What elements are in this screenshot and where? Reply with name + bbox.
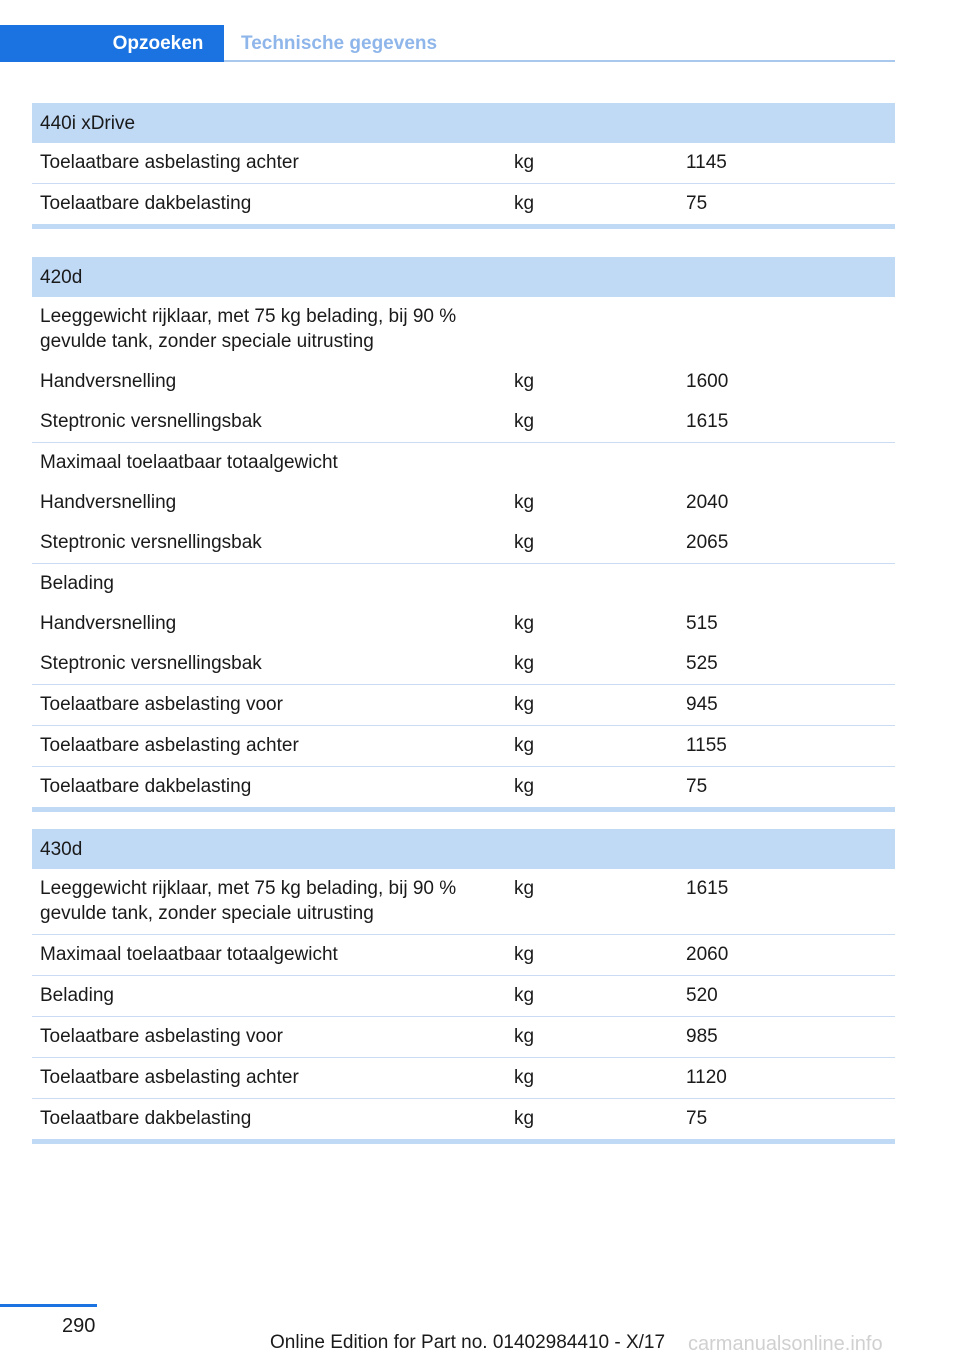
row-label: Leeggewicht rijklaar, met 75 kg belading, bij 90 % gevulde tank, zonder speciale uitrusting xyxy=(40,306,457,352)
row-unit: kg xyxy=(514,371,535,392)
row-label: Toelaatbare dakbelasting xyxy=(32,1099,506,1140)
row-label: Steptronic versnellingsbak xyxy=(40,653,262,674)
row-label: Toelaatbare asbelasting voor xyxy=(32,1017,506,1058)
table-row xyxy=(32,869,895,935)
table-row xyxy=(32,685,895,726)
tab-opzoeken[interactable]: Opzoeken xyxy=(0,25,224,62)
row-unit: kg xyxy=(514,152,535,173)
section-title[interactable]: Technische gegevens xyxy=(241,32,438,54)
table-row xyxy=(32,1017,895,1058)
row-value: 2040 xyxy=(686,492,729,513)
header-rule xyxy=(224,60,895,62)
row-label: Steptronic versnellingsbak xyxy=(40,411,262,432)
row-value: 1120 xyxy=(678,1058,895,1099)
row-value: 2060 xyxy=(678,935,895,976)
row-label: Toelaatbare asbelasting achter xyxy=(40,152,299,173)
row-unit: kg xyxy=(506,976,678,1017)
row-value: 520 xyxy=(678,976,895,1017)
table-end-bar xyxy=(32,807,895,812)
row-value xyxy=(678,564,895,605)
table-row xyxy=(32,1058,895,1099)
table-row xyxy=(32,184,895,225)
table-row xyxy=(32,935,895,976)
table-row xyxy=(32,644,895,685)
table-row xyxy=(32,726,895,767)
row-label: Toelaatbare asbelasting achter xyxy=(32,1058,506,1099)
row-label: Handversnelling xyxy=(40,613,177,634)
table-title: 430d xyxy=(32,829,895,869)
table-row xyxy=(32,604,895,644)
table-row xyxy=(32,362,895,402)
row-value: 75 xyxy=(678,767,895,808)
table-row xyxy=(32,767,895,808)
spec-table-440i-xdrive xyxy=(32,103,895,229)
spec-table-430d xyxy=(32,829,895,1144)
row-unit xyxy=(506,443,678,484)
row-unit xyxy=(506,564,678,605)
edition-note: Online Edition for Part no. 01402984410 - X/17 xyxy=(270,1332,666,1353)
row-value: 2065 xyxy=(686,532,729,553)
row-unit: kg xyxy=(506,184,678,225)
table-title-row xyxy=(32,829,895,869)
table-title-row xyxy=(32,257,895,297)
table-title: 420d xyxy=(32,257,895,297)
table-title: 440i xDrive xyxy=(32,103,895,143)
row-label: Maximaal toelaatbaar totaalgewicht xyxy=(32,443,506,484)
row-unit: kg xyxy=(514,492,535,513)
row-unit: kg xyxy=(506,726,678,767)
table-end-bar xyxy=(32,1139,895,1144)
row-unit: kg xyxy=(506,767,678,808)
page-header xyxy=(0,25,895,62)
row-label: Toelaatbare dakbelasting xyxy=(32,767,506,808)
row-label: Maximaal toelaatbaar totaalgewicht xyxy=(32,935,506,976)
row-unit: kg xyxy=(514,878,535,899)
row-value: 1145 xyxy=(686,152,727,173)
row-label: Toelaatbare dakbelasting xyxy=(32,184,506,225)
table-row xyxy=(32,143,895,184)
row-unit: kg xyxy=(514,653,535,674)
row-label: Handversnelling xyxy=(40,371,177,392)
table-row xyxy=(32,564,895,605)
row-value: 1600 xyxy=(686,371,729,392)
row-unit: kg xyxy=(506,1058,678,1099)
row-value: 75 xyxy=(678,1099,895,1140)
row-value: 75 xyxy=(678,184,895,225)
footer-rule xyxy=(0,1304,97,1307)
row-unit: kg xyxy=(506,935,678,976)
row-unit: kg xyxy=(506,685,678,726)
row-label: Steptronic versnellingsbak xyxy=(40,532,262,553)
table-end-bar xyxy=(32,224,895,229)
table-row xyxy=(32,443,895,484)
page-number: 290 xyxy=(62,1315,96,1337)
table-row xyxy=(32,523,895,564)
row-unit: kg xyxy=(514,532,535,553)
row-value: 1615 xyxy=(686,411,729,432)
row-label: Belading xyxy=(32,976,506,1017)
row-value xyxy=(678,297,895,362)
table-row xyxy=(32,976,895,1017)
table-row xyxy=(32,483,895,523)
row-label: Handversnelling xyxy=(40,492,177,513)
watermark: carmanualsonline.info xyxy=(688,1333,883,1355)
table-title-row xyxy=(32,103,895,143)
row-value: 1155 xyxy=(678,726,895,767)
table-row xyxy=(32,402,895,443)
spec-table-420d xyxy=(32,257,895,812)
row-unit: kg xyxy=(514,411,535,432)
row-label: Belading xyxy=(32,564,506,605)
row-unit: kg xyxy=(506,1017,678,1058)
row-value: 525 xyxy=(686,653,718,674)
row-unit xyxy=(506,297,678,362)
row-value: 945 xyxy=(678,685,895,726)
row-value: 515 xyxy=(686,613,718,634)
table-row xyxy=(32,1099,895,1140)
row-value: 1615 xyxy=(686,878,729,899)
row-label: Toelaatbare asbelasting voor xyxy=(32,685,506,726)
row-unit: kg xyxy=(514,613,535,634)
row-unit: kg xyxy=(506,1099,678,1140)
row-value: 985 xyxy=(678,1017,895,1058)
row-label: Leeggewicht rijklaar, met 75 kg belading, bij 90 % gevulde tank, zonder speciale uitrusting xyxy=(40,878,457,924)
row-label: Toelaatbare asbelasting achter xyxy=(32,726,506,767)
row-value xyxy=(678,443,895,484)
table-row xyxy=(32,297,895,362)
